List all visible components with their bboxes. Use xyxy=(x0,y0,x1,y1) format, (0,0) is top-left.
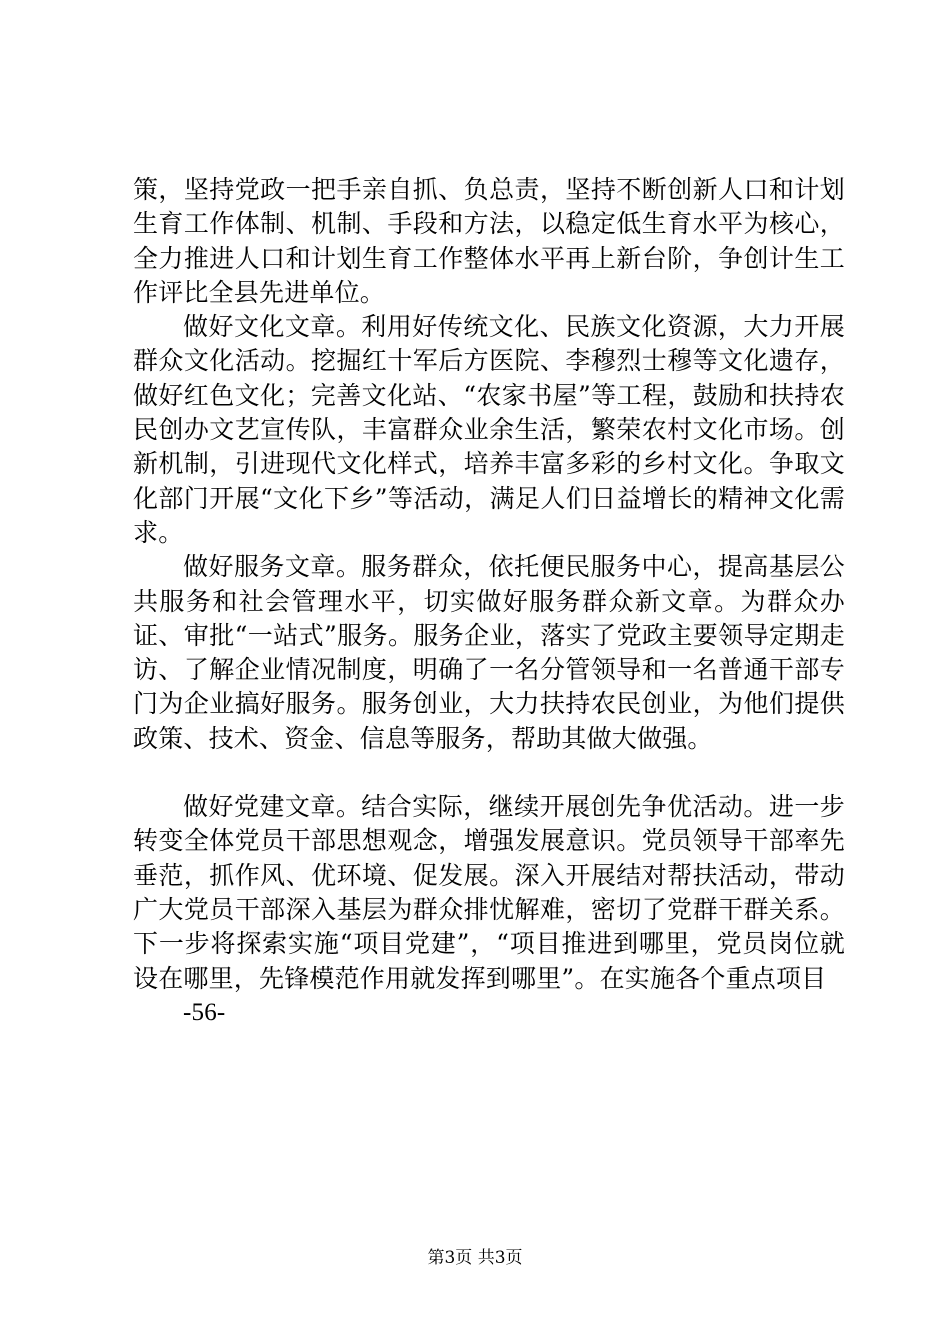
page-footer xyxy=(0,1243,950,1268)
page-count-label: 第3页 共3页 xyxy=(427,1248,523,1268)
paragraph-service: 做好服务文章。服务群众，依托便民服务中心，提高基层公共服务和社会管理水平，切实做好服务群众新文章。为群众办证、审批“一站式”服务。服务企业，落实了党政主要领导定期走访、了解企业情况制度，明确了一名分管领导和一名普通干部专门为企业搞好服务。服务创业，大力扶持农民创业，为他们提供政策、技术、资金、信息等服务，帮助其做大做强。 xyxy=(133,552,845,753)
paragraph-family-planning: 策，坚持党政一把手亲自抓、负总责，坚持不断创新人口和计划生育工作体制、机制、手段和方法，以稳定低生育水平为核心，全力推进人口和计划生育工作整体水平再上新台阶，争创计生工作评比全县先进单位。 xyxy=(133,175,845,307)
paragraph-culture: 做好文化文章。利用好传统文化、民族文化资源，大力开展群众文化活动。挖掘红十军后方医院、李穆烈士穆等文化遗存，做好红色文化；完善文化站、“农家书屋”等工程，鼓励和扶持农民创办文艺宣传队，丰富群众业余生活，繁荣农村文化市场。创新机制，引进现代文化样式，培养丰富多彩的乡村文化。争取文化部门开展“文化下乡”等活动，满足人们日益增长的精神文化需求。 xyxy=(133,312,845,547)
inline-page-number: -56- xyxy=(183,998,226,1026)
document-body xyxy=(133,173,845,1030)
paragraph-party-building: 做好党建文章。结合实际，继续开展创先争优活动。进一步转变全体党员干部思想观念，增强发展意识。党员领导干部率先垂范，抓作风、优环境、促发展。深入开展结对帮扶活动，带动广大党员干部深入基层为群众排忧解难，密切了党群干群关系。下一步将探索实施“项目党建”，“项目推进到哪里，党员岗位就设在哪里，先锋模范作用就发挥到哪里”。在实施各个重点项目 xyxy=(133,792,845,993)
